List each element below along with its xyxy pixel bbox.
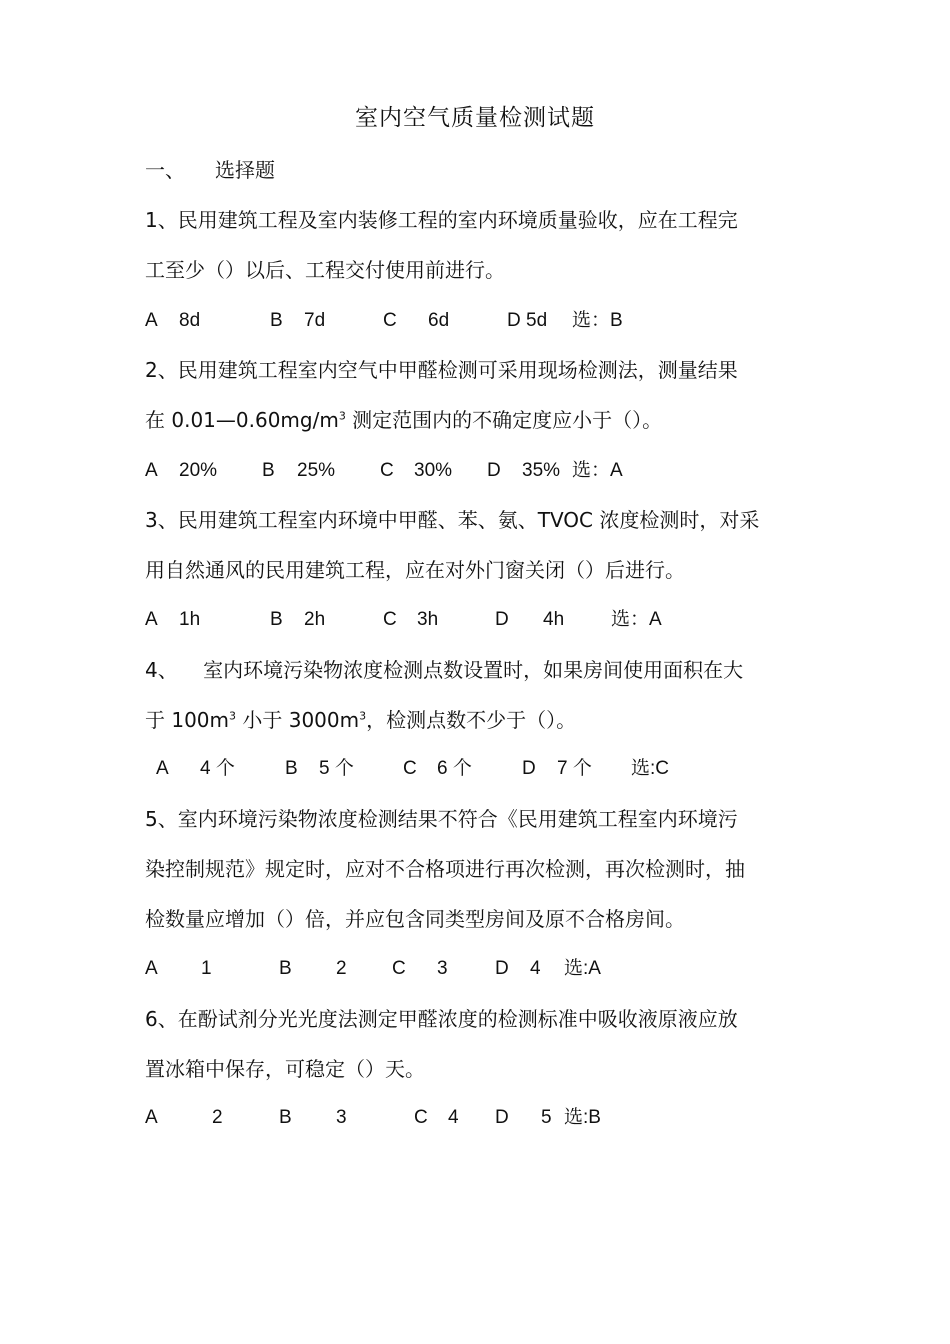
- question-4-text-b: 小于 3000m: [236, 708, 360, 732]
- section-heading: [145, 155, 275, 185]
- option-value: 3: [437, 958, 448, 979]
- question-2-line-1: 2、民用建筑工程室内空气中甲醛检测可采用现场检测法，测量结果: [145, 358, 738, 382]
- option-value: 20%: [179, 460, 218, 481]
- option-value: 8d: [179, 310, 201, 331]
- question-4-text-a: 于 100m: [145, 708, 230, 732]
- option-label: D: [495, 1107, 509, 1128]
- superscript: 3: [359, 709, 367, 723]
- option-label: D: [495, 609, 509, 630]
- option-label: C: [383, 609, 397, 630]
- option-label: B: [279, 958, 292, 979]
- section-index: 一、: [145, 158, 185, 182]
- question-5-line-2: 染控制规范》规定时，应对不合格项进行再次检测，再次检测时，抽: [145, 857, 745, 881]
- answer: 选:A: [564, 958, 601, 979]
- option-value: 4: [530, 958, 541, 979]
- option-value: 35%: [522, 460, 561, 481]
- option-value: 4h: [543, 609, 565, 630]
- option-value: 2: [336, 958, 347, 979]
- question-2-text-b: 测定范围内的不确定度应小于（）。: [345, 408, 663, 432]
- option-label: A: [145, 958, 158, 979]
- question-5-line-1: 5、室内环境污染物浓度检测结果不符合《民用建筑工程室内环境污: [145, 807, 738, 831]
- option-label: B: [262, 460, 275, 481]
- option-value: 7d: [304, 310, 326, 331]
- option-value: 7 个: [557, 758, 592, 779]
- option-value: 30%: [414, 460, 453, 481]
- option-label: B: [279, 1107, 292, 1128]
- option-label: C: [414, 1107, 428, 1128]
- page-title: 室内空气质量检测试题: [355, 105, 595, 131]
- option-value: 6 个: [437, 758, 472, 779]
- option-label: B: [270, 609, 283, 630]
- option-label: A: [145, 1107, 158, 1128]
- answer: 选：B: [572, 310, 623, 331]
- answer: 选:B: [564, 1107, 601, 1128]
- question-3-line-1: 3、民用建筑工程室内环境中甲醛、苯、氨、TVOC 浓度检测时，对采: [145, 508, 760, 532]
- question-1-line-1: 1、民用建筑工程及室内装修工程的室内环境质量验收，应在工程完: [145, 208, 738, 232]
- superscript: 3: [229, 709, 237, 723]
- option-value: 6d: [428, 310, 450, 331]
- question-4-text-c: ，检测点数不少于（）。: [366, 708, 577, 732]
- option-label: A: [145, 310, 158, 331]
- section-label: 选择题: [215, 158, 275, 182]
- option-label: C: [403, 758, 417, 779]
- answer: 选:C: [631, 758, 670, 779]
- question-5-line-3: 检数量应增加（）倍，并应包含同类型房间及原不合格房间。: [145, 907, 685, 931]
- option-value: 1: [201, 958, 212, 979]
- question-2-text-a: 在 0.01—0.60mg/m: [145, 408, 339, 432]
- option-label: C: [380, 460, 394, 481]
- option-value: 4 个: [200, 758, 235, 779]
- question-6-line-1: 6、在酚试剂分光光度法测定甲醛浓度的检测标准中吸收液原液应放: [145, 1007, 738, 1031]
- option-label: D 5d: [507, 310, 548, 331]
- option-value: 3: [336, 1107, 347, 1128]
- option-value: 25%: [297, 460, 336, 481]
- question-2-line-2: [145, 405, 662, 435]
- option-label: A: [156, 758, 169, 779]
- option-value: 5: [541, 1107, 552, 1128]
- option-label: D: [522, 758, 536, 779]
- option-label: D: [495, 958, 509, 979]
- option-label: A: [145, 460, 158, 481]
- answer: 选：A: [572, 460, 623, 481]
- answer: 选：A: [611, 609, 662, 630]
- option-value: 2: [212, 1107, 223, 1128]
- option-label: B: [285, 758, 298, 779]
- question-4-line-1: 4、 室内环境污染物浓度检测点数设置时，如果房间使用面积在大: [145, 658, 744, 682]
- option-value: 1h: [179, 609, 201, 630]
- option-label: C: [392, 958, 406, 979]
- option-label: A: [145, 609, 158, 630]
- question-4-line-2: [145, 705, 576, 735]
- question-1-line-2: 工至少（）以后、工程交付使用前进行。: [145, 258, 505, 282]
- question-6-line-2: 置冰箱中保存，可稳定（）天。: [145, 1057, 425, 1081]
- option-value: 2h: [304, 609, 326, 630]
- option-label: B: [270, 310, 283, 331]
- option-value: 3h: [417, 609, 439, 630]
- option-value: 5 个: [319, 758, 354, 779]
- question-3-line-2: 用自然通风的民用建筑工程，应在对外门窗关闭（）后进行。: [145, 558, 685, 582]
- option-label: C: [383, 310, 397, 331]
- superscript: 3: [338, 409, 346, 423]
- option-value: 4: [448, 1107, 459, 1128]
- option-label: D: [487, 460, 501, 481]
